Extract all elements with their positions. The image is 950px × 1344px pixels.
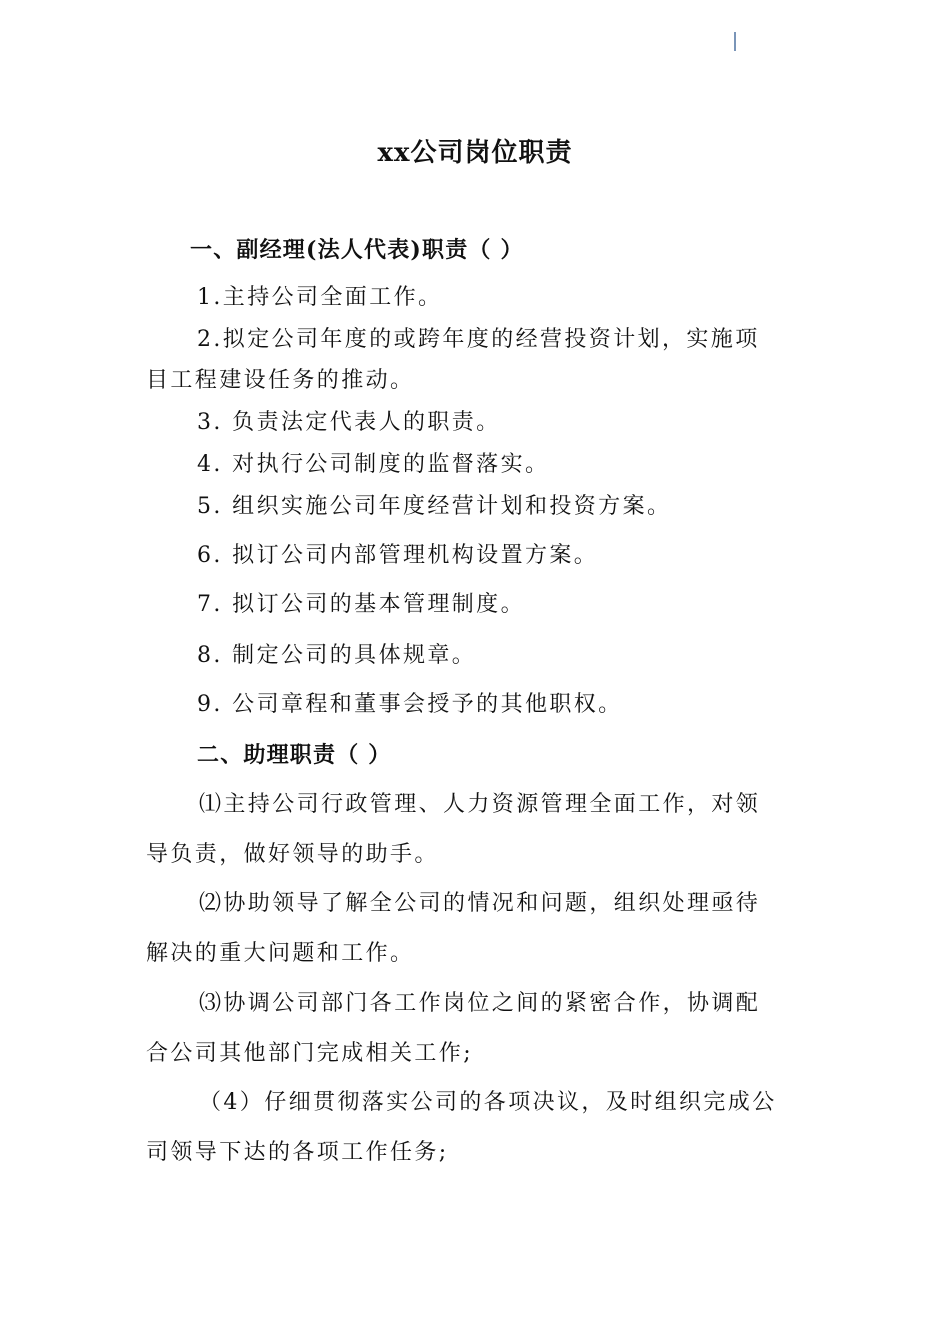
- section-2-item: （4）仔细贯彻落实公司的各项决议，及时组织完成公: [199, 1090, 777, 1115]
- section-1-item: 3. 负责法定代表人的职责。: [197, 410, 501, 435]
- section-2-item-continued: 解决的重大问题和工作。: [146, 941, 415, 966]
- corner-mark: [734, 32, 736, 51]
- section-1-item: 5. 组织实施公司年度经营计划和投资方案。: [197, 494, 672, 519]
- section-2-item: ⑵协助领导了解全公司的情况和问题，组织处理亟待: [199, 891, 761, 916]
- section-1-item: 8. 制定公司的具体规章。: [197, 643, 477, 668]
- section-2-item-continued: 司领导下达的各项工作任务;: [146, 1140, 449, 1165]
- section-2-item: ⑴主持公司行政管理、人力资源管理全面工作，对领: [199, 792, 761, 817]
- document-title: xx公司岗位职责: [377, 138, 573, 168]
- section-1-heading: 一、副经理(法人代表)职责（ ）: [190, 237, 524, 263]
- section-1-item: 6. 拟订公司内部管理机构设置方案。: [197, 543, 599, 568]
- section-2-item: ⑶协调公司部门各工作岗位之间的紧密合作，协调配: [199, 991, 761, 1016]
- section-2-item-continued: 导负责，做好领导的助手。: [146, 842, 439, 867]
- section-2-heading: 二、助理职责（ ）: [197, 742, 392, 768]
- section-1-item: 4. 对执行公司制度的监督落实。: [197, 452, 550, 477]
- section-2-item-continued: 合公司其他部门完成相关工作;: [146, 1041, 474, 1066]
- section-1-item: 7. 拟订公司的基本管理制度。: [197, 592, 525, 617]
- section-1-item: 1.主持公司全面工作。: [197, 285, 443, 310]
- section-1-item: 9. 公司章程和董事会授予的其他职权。: [197, 692, 623, 717]
- section-1-item-continued: 目工程建设任务的推动。: [146, 368, 415, 393]
- section-1-item: 2.拟定公司年度的或跨年度的经营投资计划，实施项: [197, 327, 760, 352]
